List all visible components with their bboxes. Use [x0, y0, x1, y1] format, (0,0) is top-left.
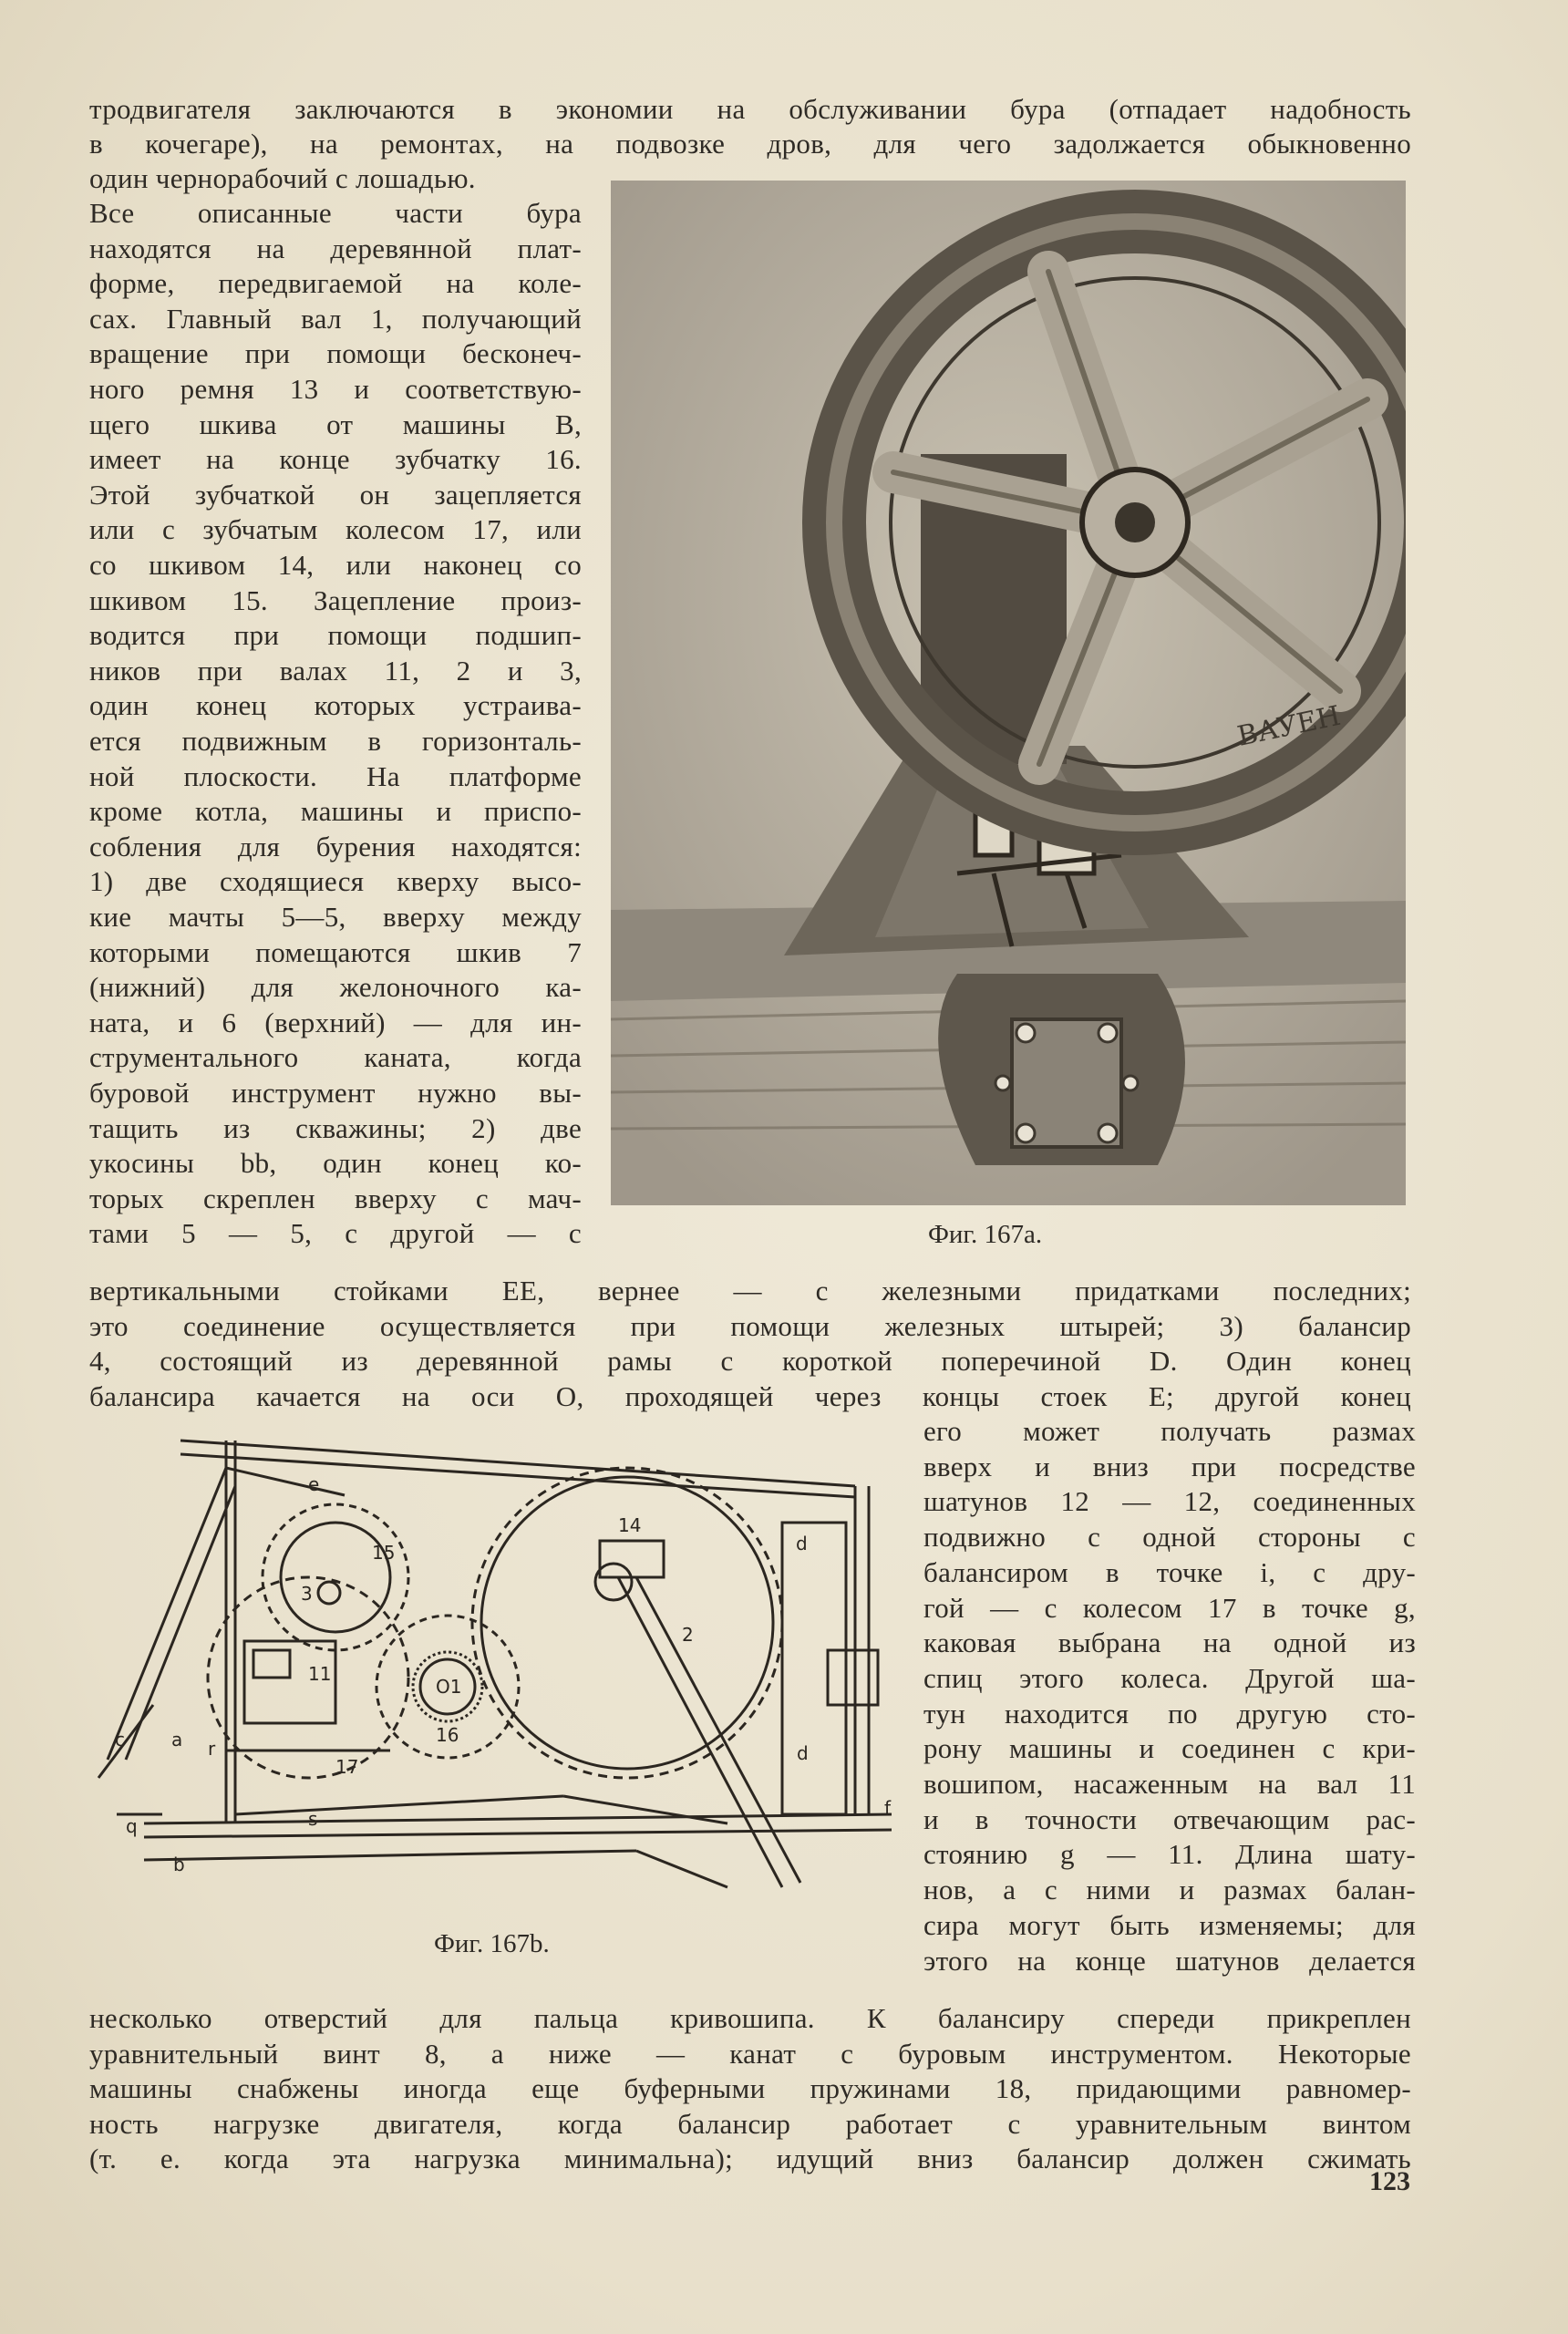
text-line: каковая выбрана на одной из	[923, 1627, 1416, 1659]
text-line: его может получать размах	[923, 1415, 1416, 1447]
text-line: ность нагрузке двигателя, когда балансир работает с уравнительным винтом	[89, 2107, 1411, 2140]
text-line: Все описанные части бура	[89, 197, 582, 229]
text-line: щего шкива от машины B,	[89, 408, 582, 440]
text-line: уравнительный винт 8, а ниже — канат с буровым инструментом. Некоторые	[89, 2037, 1411, 2070]
figure-167b-caption: Фиг. 167b.	[434, 1929, 550, 1958]
text-line: рону машины и соединен с кри-	[923, 1732, 1416, 1765]
text-line: собления для бурения находятся:	[89, 830, 582, 862]
text-line: 4, состоящий из деревянной рамы с короткой поперечиной D. Один конец	[89, 1345, 1411, 1378]
text-line: это соединение осуществляется при помощи железных штырей; 3) балансир	[89, 1309, 1411, 1342]
text-line: струментального каната, когда	[89, 1041, 582, 1074]
text-line: кие мачты 5—5, вверху между	[89, 901, 582, 933]
text-line: со шкивом 14, или наконец со	[89, 549, 582, 581]
text-line: (т. е. когда эта нагрузка минимальна); идущий вниз балансир должен сжимать	[89, 2143, 1411, 2175]
drawing-label-f: f	[884, 1797, 892, 1819]
drawing-label-r: r	[208, 1738, 216, 1760]
text-line: 1) две сходящиеся кверху высо-	[89, 865, 582, 898]
text-line: в кочегаре), на ремонтах, на подвозке дров, для чего задолжается обыкновенно	[89, 128, 1411, 160]
text-line: несколько отверстий для пальца кривошипа. К балансиру спереди прикреплен	[89, 2002, 1411, 2034]
text-line: машины снабжены иногда еще буферными пружинами 18, придающими равномер-	[89, 2072, 1411, 2105]
text-line: вращение при помощи бесконеч-	[89, 337, 582, 370]
wheel-lettering: ВАУЕН	[1234, 699, 1344, 753]
figure-167a-photo	[611, 181, 1406, 1205]
text-line: имеет на конце зубчатку 16.	[89, 443, 582, 476]
drawing-label-o1: O1	[436, 1676, 462, 1698]
text-line: шатунов 12 — 12, соединенных	[923, 1485, 1416, 1518]
text-line: один чернорабочий с лошадью.	[89, 162, 476, 194]
figure-167b-drawing	[89, 1431, 901, 1924]
text-line: гой — с колесом 17 в точке g,	[923, 1591, 1416, 1624]
text-line: буровой инструмент нужно вы-	[89, 1077, 582, 1109]
text-line: тами 5 — 5, с другой — с	[89, 1217, 582, 1250]
text-line: ного ремня 13 и соответствую-	[89, 373, 582, 405]
text-line: подвижно с одной стороны с	[923, 1521, 1416, 1554]
text-line: сира могут быть изменяемы; для	[923, 1908, 1416, 1941]
drawing-label-d-bottom: d	[797, 1742, 809, 1764]
drawing-label-11: 11	[308, 1663, 332, 1685]
text-line: ной плоскости. На платформе	[89, 759, 582, 792]
text-line: спиц этого колеса. Другой ша-	[923, 1661, 1416, 1694]
text-line: и в точности отвечающим рас-	[923, 1802, 1416, 1835]
text-line: Этой зубчаткой он зацепляется	[89, 478, 582, 511]
text-line: форме, передвигаемой на коле-	[89, 267, 582, 300]
drawing-label-s: s	[308, 1808, 318, 1830]
text-line: вошипом, насаженным на вал 11	[923, 1768, 1416, 1800]
drawing-label-15: 15	[372, 1542, 396, 1564]
drawing-label-17: 17	[335, 1756, 359, 1778]
drawing-label-14: 14	[618, 1514, 642, 1536]
text-line: балансира качается на оси O, проходящей через концы стоек E; другой конец	[89, 1379, 1411, 1412]
text-line: этого на конце шатунов делается	[923, 1944, 1416, 1977]
text-line: торых скреплен вверху с мач-	[89, 1182, 582, 1214]
text-line: тродвигателя заключаются в экономии на обслуживании бура (отпадает надобность	[89, 93, 1411, 125]
text-line: вверх и вниз при посредстве	[923, 1450, 1416, 1482]
text-line: ется подвижным в горизонталь-	[89, 725, 582, 757]
drawing-label-3: 3	[301, 1583, 313, 1605]
text-line: шкивом 15. Зацепление произ-	[89, 584, 582, 616]
text-line: тун находится по другую сто-	[923, 1697, 1416, 1730]
text-line: ников при валах 11, 2 и 3,	[89, 654, 582, 687]
drawing-label-16: 16	[436, 1724, 459, 1746]
text-line: или с зубчатым колесом 17, или	[89, 513, 582, 546]
drawing-label-c: c	[115, 1729, 125, 1750]
drawing-label-a: a	[171, 1729, 183, 1750]
text-line: сах. Главный вал 1, получающий	[89, 302, 582, 335]
drawing-label-q: q	[126, 1815, 138, 1837]
text-line: укосины bb, один конец ко-	[89, 1147, 582, 1180]
text-line: которыми помещаются шкив 7	[89, 935, 582, 968]
figure-167a-caption: Фиг. 167а.	[928, 1220, 1043, 1249]
text-line: нов, а с ними и размах балан-	[923, 1874, 1416, 1906]
text-line: находятся на деревянной плат-	[89, 232, 582, 264]
text-line: ната, и 6 (верхний) — для ин-	[89, 1006, 582, 1038]
page-number: 123	[1369, 2166, 1410, 2196]
text-line: тащить из скважины; 2) две	[89, 1111, 582, 1144]
text-line: (нижний) для желоночного ка-	[89, 971, 582, 1004]
drawing-label-d-top: d	[796, 1533, 808, 1554]
drawing-label-b: b	[173, 1854, 185, 1875]
text-line: стоянию g — 11. Длина шату-	[923, 1838, 1416, 1871]
text-line: кроме котла, машины и приспо-	[89, 795, 582, 828]
text-line: водится при помощи подшип-	[89, 619, 582, 652]
drawing-label-e: e	[308, 1473, 320, 1495]
text-line: вертикальными стойками EE, вернее — с железными придатками последних;	[89, 1275, 1411, 1306]
text-line: один конец которых устраива-	[89, 689, 582, 722]
text-line: балансиром в точке i, с дру-	[923, 1555, 1416, 1588]
drawing-label-2: 2	[682, 1624, 694, 1646]
